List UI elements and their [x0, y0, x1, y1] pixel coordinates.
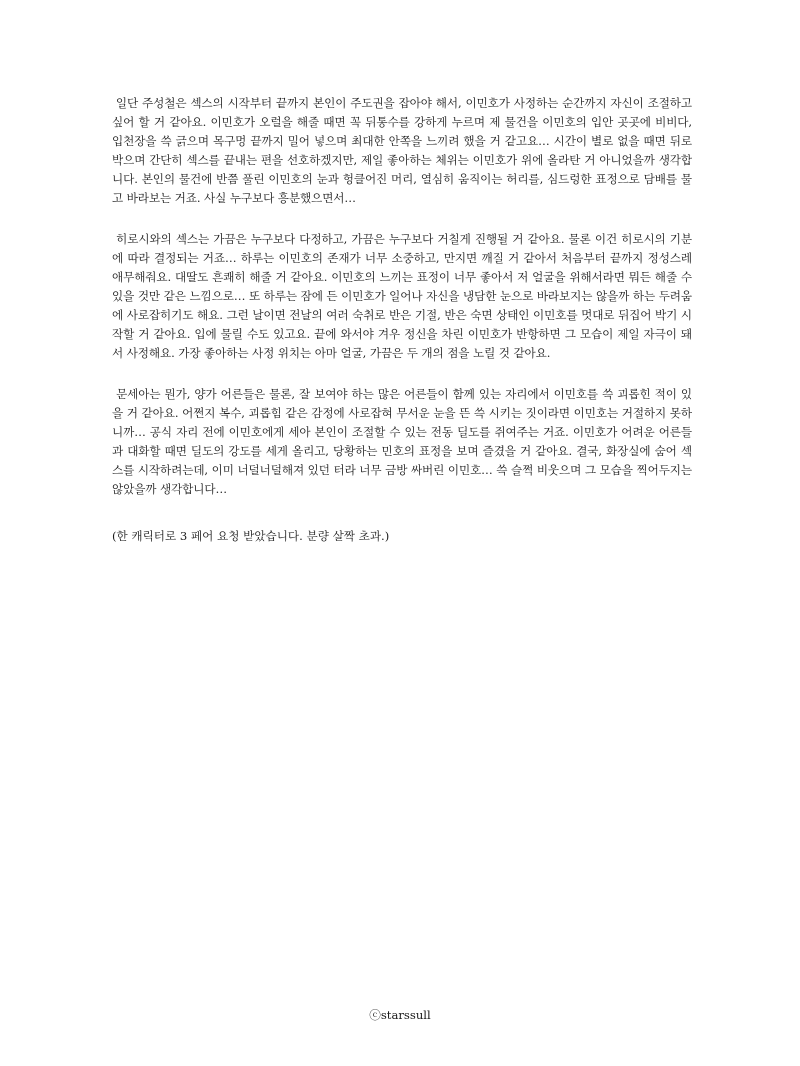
author-note: (한 캐릭터로 3 페어 요청 받았습니다. 분량 살짝 초과.)	[112, 529, 390, 543]
paragraph-hiroshi: 히로시와의 섹스는 가끔은 누구보다 다정하고, 가끔은 누구보다 거칠게 진행될 거 같아요. 물론 이건 히로시의 기분에 따라 결정되는 거죠… 하루는 이민호의 존재가 너무 소중하고, 만지면 깨질 거 같아서 처음부터 끝까지 정성스레 애무해줘요. 대딸도 흔쾌히 해줄 거 같아요. 이민호의 느끼는 표정이 너무 좋아서 저 얼굴을 위해서라면 뭐든 해줄 수 있을 것만 같은 느낌으로… 또 하루는 잠에 든 이민호가 일어나 자신을 냉담한 눈으로 바라보지는 않을까 하는 두려움에 사로잡히기도 해요. 그런 날이면 전날의 여러 숙취로 반은 기절, 반은 숙면 상태인 이민호를 멋대로 뒤집어 박기 시작할 거 같아요. 입에 물릴 수도 있고요. 끝에 와서야 겨우 정신을 차린 이민호가 반항하면 그 모습이 제일 자극이 돼서 사정해요. 가장 좋아하는 사정 위치는 아마 얼굴, 가끔은 두 개의 점을 노릴 것 같아요.	[112, 232, 696, 360]
document-body	[112, 94, 696, 521]
paragraph-mun-sea: 문세아는 뭔가, 양가 어른들은 물론, 잘 보여야 하는 많은 어른들이 함께 있는 자리에서 이민호를 쓱 괴롭힌 적이 있을 거 같아요. 어쩐지 복수, 괴롭힘 같은 감정에 사로잡혀 무서운 눈을 뜬 쓱 시키는 짓이라면 이민호는 거절하지 못하니까… 공식 자리 전에 이민호에게 세아 본인이 조절할 수 있는 전동 딜도를 쥐여주는 거죠. 이민호가 어려운 어른들과 대화할 때면 딜도의 강도를 세게 올리고, 당황하는 민호의 표정을 보며 즐겼을 거 같아요. 결국, 화장실에 숨어 섹스를 시작하려는데, 이미 너덜너덜해져 있던 터라 너무 금방 싸버린 이민호… 쓱 슬쩍 비웃으며 그 모습을 찍어두지는 않았을까 생각합니다…	[112, 387, 696, 496]
copyright-footer: ⓒstarssull	[369, 1008, 431, 1022]
paragraph-ju-seongcheol: 일단 주성철은 섹스의 시작부터 끝까지 본인이 주도권을 잡아야 해서, 이민호가 사정하는 순간까지 자신이 조절하고 싶어 할 거 같아요. 이민호가 오럴을 해줄 때면 꼭 뒤통수를 강하게 누르며 제 물건을 이민호의 입안 곳곳에 비비다, 입천장을 쓱 긁으며 목구멍 끝까지 밀어 넣으며 최대한 안쪽을 느끼려 했을 거 같고요… 시간이 별로 없을 때면 뒤로 박으며 간단히 섹스를 끝내는 편을 선호하겠지만, 제일 좋아하는 체위는 이민호가 위에 올라탄 거 아니었을까 생각합니다. 본인의 물건에 반쯤 풀린 이민호의 눈과 헝클어진 머리, 열심히 움직이는 허리를, 심드렁한 표정으로 담배를 물고 바라보는 거죠. 사실 누구보다 흥분했으면서…	[112, 96, 696, 205]
